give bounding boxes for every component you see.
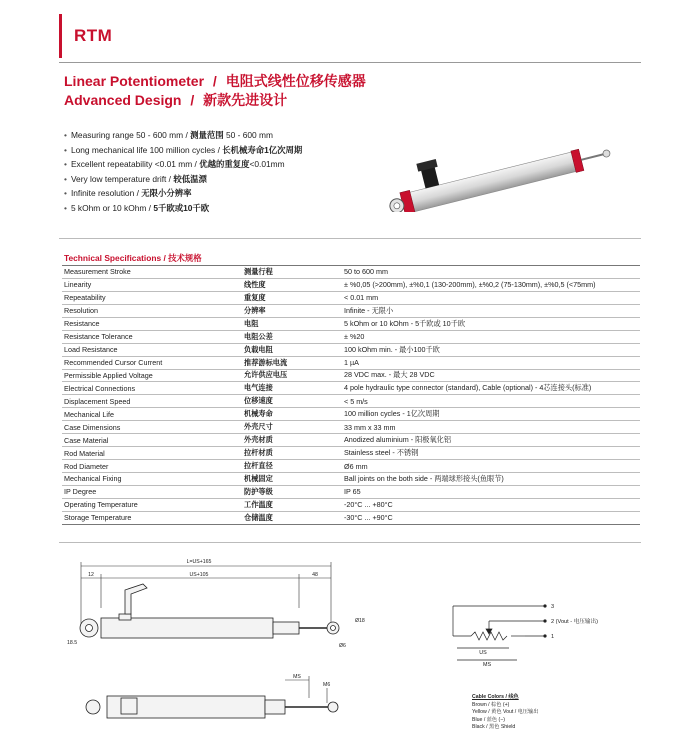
header-rule bbox=[59, 62, 641, 63]
spec-row bbox=[62, 421, 640, 434]
spec-value-cell: ± %20 bbox=[342, 330, 640, 343]
spec-row bbox=[62, 408, 640, 421]
headline-cn-1: 电阻式线性位移传感器 bbox=[225, 73, 366, 89]
spec-row bbox=[62, 498, 640, 511]
circuit-us: US bbox=[479, 650, 487, 656]
spec-en-cell: Operating Temperature bbox=[62, 498, 242, 511]
circuit-pin-2: 2 (Vout - 电压输出) bbox=[551, 619, 598, 625]
spec-cn-cell: 重复度 bbox=[242, 291, 342, 304]
headline-line-2 bbox=[64, 91, 366, 110]
spec-cn-cell: 电阻 bbox=[242, 317, 342, 330]
spec-value-cell: Stainless steel - 不锈钢 bbox=[342, 447, 640, 460]
spec-rule bbox=[59, 238, 641, 239]
dim-total: L=US+165 bbox=[186, 559, 212, 565]
feature-item: • Measuring range 50 - 600 mm / 测量范围 50 - 600 mm bbox=[64, 128, 302, 143]
spec-value-cell: 100 kOhm min. - 最小100千欧 bbox=[342, 343, 640, 356]
cable-colors-title: Cable Colors / 线色 bbox=[472, 694, 519, 700]
spec-en-cell: Rod Diameter bbox=[62, 460, 242, 473]
spec-cn-cell: 拉杆材质 bbox=[242, 447, 342, 460]
spec-en-cell: Case Material bbox=[62, 434, 242, 447]
spec-value-cell: Ball joints on the both side - 两端球形接头(鱼眼节) bbox=[342, 473, 640, 486]
spec-cn-cell: 电气连接 bbox=[242, 382, 342, 395]
spec-en-cell: Storage Temperature bbox=[62, 511, 242, 524]
spec-cn-cell: 分辨率 bbox=[242, 304, 342, 317]
circuit-ms: MS bbox=[482, 662, 492, 668]
model-title bbox=[59, 14, 139, 58]
technical-drawing bbox=[59, 548, 641, 738]
spec-row bbox=[62, 304, 640, 317]
spec-value-cell: -20°C ... +80°C bbox=[342, 498, 640, 511]
feature-item: • Excellent repeatability <0.01 mm / 优越的重复度<0.01mm bbox=[64, 157, 302, 172]
feature-item: • Long mechanical life 100 million cycles / 长机械寿命1亿次周期 bbox=[64, 143, 302, 158]
spec-en-cell: Recommended Cursor Current bbox=[62, 356, 242, 369]
spec-value-cell: < 5 m/s bbox=[342, 395, 640, 408]
spec-row bbox=[62, 278, 640, 291]
cable-color-item: Blue / 蓝色 (−) bbox=[472, 716, 506, 723]
spec-value-cell: 50 to 600 mm bbox=[342, 266, 640, 279]
spec-value-cell: 100 million cycles - 1亿次周期 bbox=[342, 408, 640, 421]
feature-item: • 5 kOhm or 10 kOhm / 5千欧或10千欧 bbox=[64, 201, 302, 216]
spec-value-cell: 5 kOhm or 10 kOhm - 5千欧或 10千欧 bbox=[342, 317, 640, 330]
dim-left: 12 bbox=[88, 572, 94, 578]
product-headline bbox=[64, 72, 366, 110]
spec-row bbox=[62, 330, 640, 343]
spec-value-cell: ± %0,05 (>200mm), ±%0,1 (130-200mm), ±%0,2 (75-130mm), ±%0,5 (<75mm) bbox=[342, 278, 640, 291]
spec-value-cell: 1 µA bbox=[342, 356, 640, 369]
spec-value-cell: IP 65 bbox=[342, 485, 640, 498]
feature-list bbox=[64, 128, 302, 216]
drawing-rule bbox=[59, 542, 641, 543]
spec-cn-cell: 机械寿命 bbox=[242, 408, 342, 421]
spec-cn-cell: 电阻公差 bbox=[242, 330, 342, 343]
cable-color-item: Black / 黑色 Shield bbox=[472, 724, 516, 731]
spec-value-cell: -30°C ... +90°C bbox=[342, 511, 640, 524]
dim-eye: Ø18 bbox=[355, 618, 365, 624]
spec-en-cell: Rod Material bbox=[62, 447, 242, 460]
spec-row bbox=[62, 473, 640, 486]
spec-row bbox=[62, 447, 640, 460]
spec-en-cell: Electrical Connections bbox=[62, 382, 242, 395]
cable-colors bbox=[472, 694, 538, 732]
spec-cn-cell: 负载电阻 bbox=[242, 343, 342, 356]
dim-right: 48 bbox=[312, 572, 318, 578]
spec-row bbox=[62, 395, 640, 408]
spec-value-cell: 28 VDC max. - 最大 28 VDC bbox=[342, 369, 640, 382]
spec-row bbox=[62, 266, 640, 279]
headline-separator-1: / bbox=[212, 73, 217, 89]
spec-row bbox=[62, 343, 640, 356]
spec-cn-cell: 外壳材质 bbox=[242, 434, 342, 447]
spec-cn-cell: 外壳尺寸 bbox=[242, 421, 342, 434]
spec-en-cell: Mechanical Fixing bbox=[62, 473, 242, 486]
spec-title: Technical Specifications / 技术规格 bbox=[64, 253, 202, 263]
spec-en-cell: Displacement Speed bbox=[62, 395, 242, 408]
spec-en-cell: Load Resistance bbox=[62, 343, 242, 356]
dim-ms: MS bbox=[293, 674, 301, 680]
spec-en-cell: Repeatability bbox=[62, 291, 242, 304]
feature-item: • Infinite resolution / 无限小分辨率 bbox=[64, 186, 302, 201]
spec-row bbox=[62, 434, 640, 447]
spec-en-cell: Linearity bbox=[62, 278, 242, 291]
spec-cn-cell: 推荐游标电流 bbox=[242, 356, 342, 369]
spec-value-cell: Infinite - 无限小 bbox=[342, 304, 640, 317]
circuit-pin-1: 1 bbox=[551, 634, 555, 640]
spec-row bbox=[62, 485, 640, 498]
spec-row bbox=[62, 317, 640, 330]
spec-row bbox=[62, 382, 640, 395]
spec-en-cell: Mechanical Life bbox=[62, 408, 242, 421]
dim-mid: US+105 bbox=[189, 572, 209, 578]
spec-cn-cell: 线性度 bbox=[242, 278, 342, 291]
spec-cn-cell: 机械固定 bbox=[242, 473, 342, 486]
spec-value-cell: < 0.01 mm bbox=[342, 291, 640, 304]
spec-en-cell: Resistance bbox=[62, 317, 242, 330]
spec-value-cell: 33 mm x 33 mm bbox=[342, 421, 640, 434]
model-name: RTM bbox=[74, 26, 113, 45]
spec-en-cell: Resistance Tolerance bbox=[62, 330, 242, 343]
spec-row bbox=[62, 511, 640, 524]
spec-en-cell: Resolution bbox=[62, 304, 242, 317]
spec-cn-cell: 仓储温度 bbox=[242, 511, 342, 524]
dim-m6: M6 bbox=[323, 682, 331, 688]
headline-en-2: Advanced Design bbox=[64, 92, 182, 108]
cable-color-item: Brown / 棕色 (+) bbox=[472, 701, 510, 708]
headline-separator-2: / bbox=[190, 92, 195, 108]
dim-height: 18.5 bbox=[67, 640, 78, 646]
headline-cn-2: 新款先进设计 bbox=[203, 92, 288, 108]
circuit-pin-3: 3 bbox=[551, 604, 555, 610]
product-photo bbox=[385, 132, 615, 212]
spec-en-cell: IP Degree bbox=[62, 485, 242, 498]
spec-cn-cell: 拉杆直径 bbox=[242, 460, 342, 473]
spec-value-cell: Anodized aluminium - 阳极氧化铝 bbox=[342, 434, 640, 447]
spec-value-cell: 4 pole hydraulic type connector (standard), Cable (optional) - 4芯连接头(标准) bbox=[342, 382, 640, 395]
spec-cn-cell: 允许供应电压 bbox=[242, 369, 342, 382]
headline-line-1 bbox=[64, 72, 366, 91]
spec-cn-cell: 防护等级 bbox=[242, 485, 342, 498]
spec-cn-cell: 工作温度 bbox=[242, 498, 342, 511]
spec-cn-cell: 测量行程 bbox=[242, 266, 342, 279]
spec-row bbox=[62, 369, 640, 382]
spec-row bbox=[62, 460, 640, 473]
spec-table bbox=[62, 265, 640, 525]
headline-en-1: Linear Potentiometer bbox=[64, 73, 205, 89]
spec-cn-cell: 位移速度 bbox=[242, 395, 342, 408]
cable-color-item: Yellow / 黄色 Vout / 电压输出 bbox=[472, 709, 539, 716]
feature-item: • Very low temperature drift / 较低温漂 bbox=[64, 172, 302, 187]
spec-row bbox=[62, 356, 640, 369]
spec-row bbox=[62, 291, 640, 304]
spec-en-cell: Measurement Stroke bbox=[62, 266, 242, 279]
spec-value-cell: Ø6 mm bbox=[342, 460, 640, 473]
dim-rod: Ø6 bbox=[339, 643, 346, 649]
spec-en-cell: Permissible Applied Voltage bbox=[62, 369, 242, 382]
spec-en-cell: Case Dimensions bbox=[62, 421, 242, 434]
